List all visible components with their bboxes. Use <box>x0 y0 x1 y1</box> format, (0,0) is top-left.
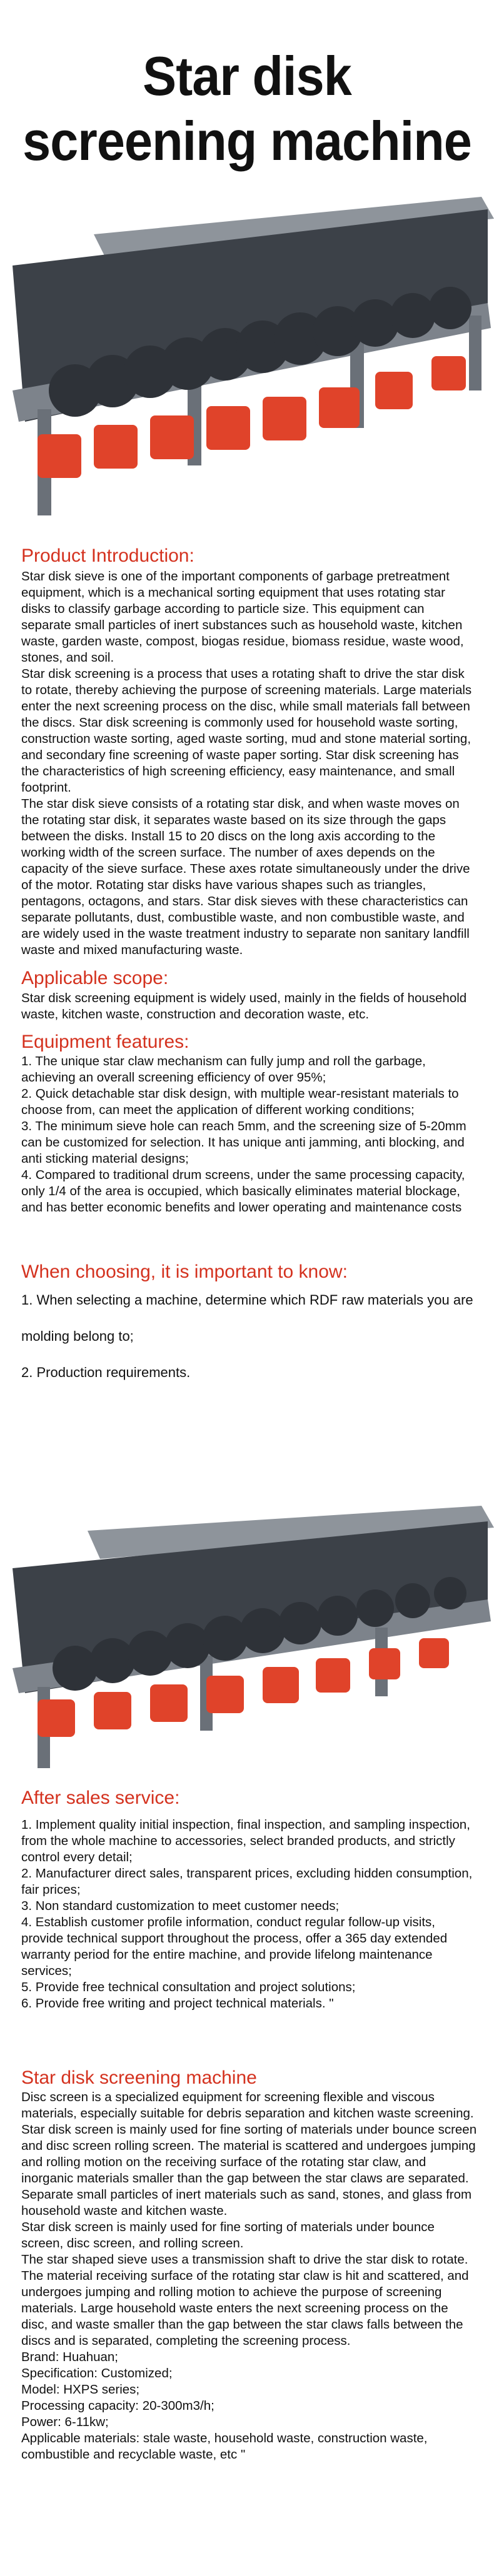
paragraph: Brand: Huahuan; <box>21 2350 119 2364</box>
paragraph: 4. Compared to traditional drum screens, under the same processing capacity, only 1/4 of the area is occupied, which basically eliminates material blockage, and has better economic benefits and lower operating and maintenance costs <box>21 1168 465 1215</box>
paragraph: The star shaped sieve uses a transmission shaft to drive the star disk to rotate. The material receiving surface of the rotating star claw is hit and scattered, and undergoes jumping and rolling motion to achieve the purpose of screening materials. Large household waste enters the next screening process on the disc, and waste smaller than the gap between the star claws falls between the discs and is separated, completing the screening process. <box>21 2252 469 2348</box>
paragraph: Star disk screen is mainly used for fine sorting of materials under bounce screen and disc screen rolling screen. The material is scattered and undergoes jumping and rolling motion on the receiving surface of the rotating star claw, and inorganic materials smaller than the gap between the star claws are separated. Separate small particles of inert materials such as sand, stones, and glass from household waste and kitchen waste. <box>21 2122 477 2218</box>
after-sales-heading: After sales service: <box>21 1788 180 1808</box>
machine-image-bottom <box>0 1506 494 1774</box>
scope-text <box>21 990 478 1023</box>
paragraph: 5. Provide free technical consultation and project solutions; <box>21 1980 356 1994</box>
paragraph: 6. Provide free writing and project technical materials. " <box>21 1996 334 2011</box>
choosing-text <box>21 1282 478 1391</box>
machine-illustration <box>13 197 494 515</box>
paragraph: The star disk sieve consists of a rotating star disk, and when waste moves on the rotating star disk, it separates waste based on its size through the gaps between the disks. Install 15 to 20 discs on the long axis according to the working width of the screen surface. The number of axes depends on the capacity of the sieve surface. These axes rotate simultaneously under the drive of the motor. Rotating star disks have various shapes such as triangles, pentagons, octagons, and stars. Star disk sieves with these characteristics can separate pollutants, dust, combustible waste, and non combustible waste, and are widely used in the waste treatment industry to separate non sanitary landfill waste and mixed manufacturing waste. <box>21 797 470 957</box>
features-heading: Equipment features: <box>21 1032 189 1052</box>
scope-heading: Applicable scope: <box>21 968 169 988</box>
paragraph: Star disk screening equipment is widely used, mainly in the fields of household waste, kitchen waste, construction and decoration waste, etc. <box>21 991 467 1022</box>
features-text <box>21 1053 478 1216</box>
choosing-heading: When choosing, it is important to know: <box>21 1261 348 1282</box>
page-title: Star disk screening machine <box>23 45 471 172</box>
paragraph: Star disk screen is mainly used for fine sorting of materials under bounce screen, disc screen, and rolling screen. <box>21 2220 435 2250</box>
paragraph: Star disk sieve is one of the important components of garbage pretreatment equipment, which is a mechanical sorting equipment that uses rotating star disks to classify garbage according to particle size. This equipment can separate small particles of inert substances such as household waste, kitchen waste, garden waste, compost, biogas residue, biomass residue, waste wood, stones, and soil. <box>21 569 464 665</box>
paragraph: 1. Implement quality initial inspection, final inspection, and sampling inspection, from the whole machine to accessories, select branded products, and strictly control every detail; <box>21 1818 470 1864</box>
paragraph: 1. When selecting a machine, determine which RDF raw materials you are molding belong to; <box>21 1292 473 1344</box>
paragraph: Specification: Customized; <box>21 2366 173 2380</box>
paragraph: 2. Manufacturer direct sales, transparent prices, excluding hidden consumption, fair prices; <box>21 1866 473 1897</box>
paragraph: Star disk screening is a process that uses a rotating shaft to drive the star disk to rotate, thereby achieving the purpose of screening materials. Large materials enter the next screening process on the disc, while small materials fall between the discs. Star disk screening is commonly used for household waste sorting, construction waste sorting, aged waste sorting, mud and stone material sorting, and secondary fine screening of waste paper sorting. Star disk screening has the characteristics of high screening efficiency, easy maintenance, and small footprint. <box>21 667 472 795</box>
paragraph: 2. Quick detachable star disk design, with multiple wear-resistant materials to choose from, can meet the application of different working conditions; <box>21 1087 459 1117</box>
paragraph: 3. Non standard customization to meet customer needs; <box>21 1899 340 1913</box>
paragraph: 2. Production requirements. <box>21 1365 191 1380</box>
paragraph: Processing capacity: 20-300m3/h; <box>21 2399 214 2413</box>
machine-image-top <box>0 184 494 534</box>
machine-desc-heading: Star disk screening machine <box>21 2067 257 2088</box>
paragraph: Power: 6-11kw; <box>21 2415 109 2429</box>
paragraph: Model: HXPS series; <box>21 2382 140 2397</box>
product-intro-text <box>21 569 478 958</box>
paragraph: 4. Establish customer profile information, conduct regular follow-up visits, provide technical support throughout the process, offer a 365 day extended warranty period for the entire machine, and provide lifelong maintenance services; <box>21 1915 448 1978</box>
paragraph: 3. The minimum sieve hole can reach 5mm, and the screening size of 5-20mm can be customized for selection. It has unique anti jamming, anti blocking, and anti sticking material designs; <box>21 1119 466 1166</box>
paragraph: Disc screen is a specialized equipment for screening flexible and viscous materials, especially suitable for debris separation and kitchen waste screening. <box>21 2090 474 2121</box>
paragraph: 1. The unique star claw mechanism can fully jump and roll the garbage, achieving an overall screening efficiency of over 95%; <box>21 1054 426 1085</box>
after-sales-text <box>21 1817 478 2012</box>
paragraph: Applicable materials: stale waste, household waste, construction waste, combustible and recyclable waste, etc " <box>21 2431 428 2462</box>
product-intro-heading: Product Introduction: <box>21 545 194 566</box>
machine-desc-text <box>21 2089 478 2463</box>
machine-illustration <box>13 1506 494 1768</box>
